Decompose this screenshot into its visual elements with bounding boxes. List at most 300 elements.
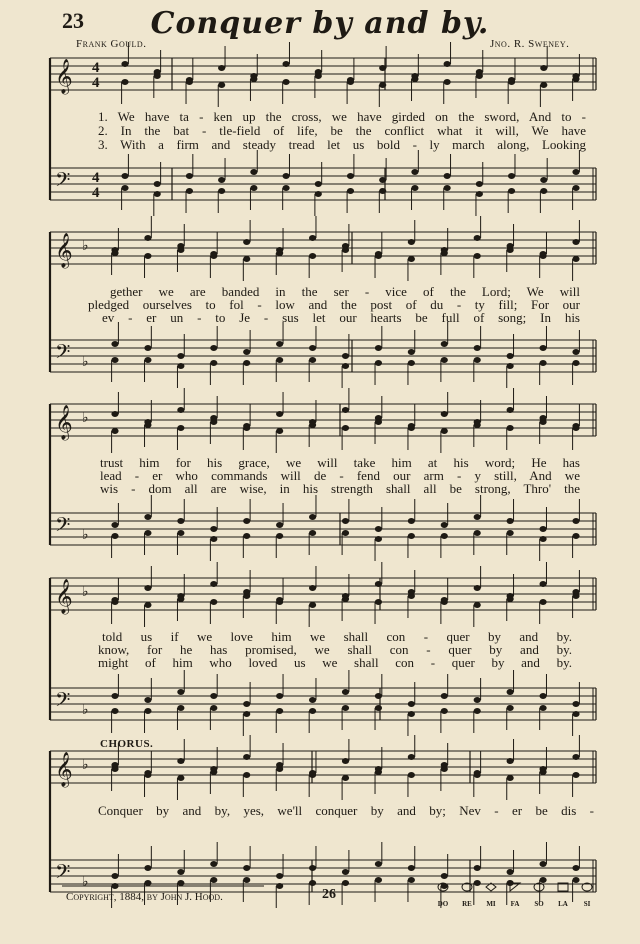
note-head bbox=[210, 581, 217, 587]
note-head bbox=[507, 363, 514, 369]
note-head bbox=[111, 766, 118, 772]
note-head bbox=[507, 775, 514, 781]
note-head bbox=[474, 708, 481, 714]
solfege-label: DO bbox=[437, 900, 449, 908]
note-head bbox=[276, 708, 283, 714]
note-head bbox=[309, 514, 316, 520]
note-head bbox=[379, 65, 386, 71]
note-head bbox=[111, 250, 118, 256]
treble-clef: 𝄞 bbox=[55, 59, 73, 94]
note-head bbox=[177, 407, 184, 413]
flat-sign: ♭ bbox=[82, 411, 89, 426]
note-head bbox=[474, 865, 481, 871]
note-head bbox=[177, 596, 184, 602]
note-head bbox=[572, 349, 579, 355]
note-head bbox=[210, 419, 217, 425]
note-head bbox=[243, 754, 250, 760]
note-head bbox=[210, 599, 217, 605]
note-head bbox=[408, 425, 415, 431]
note-head bbox=[177, 705, 184, 711]
note-head bbox=[375, 861, 382, 867]
note-head bbox=[243, 533, 250, 539]
note-head bbox=[476, 73, 483, 79]
note-head bbox=[177, 869, 184, 875]
note-head bbox=[444, 173, 451, 179]
note-head bbox=[309, 357, 316, 363]
note-head bbox=[309, 772, 316, 778]
note-head bbox=[309, 708, 316, 714]
note-head bbox=[539, 769, 546, 775]
note-head bbox=[539, 419, 546, 425]
note-head bbox=[342, 596, 349, 602]
note-head bbox=[539, 345, 546, 351]
lyric-line: 1. We have ta - ken up the cross, we have girded on the sword, And to - bbox=[98, 109, 586, 124]
note-head bbox=[342, 518, 349, 524]
note-head bbox=[408, 711, 415, 717]
note-head bbox=[144, 422, 151, 428]
note-head bbox=[177, 353, 184, 359]
note-head bbox=[507, 425, 514, 431]
note-head bbox=[177, 363, 184, 369]
note-head bbox=[572, 76, 579, 82]
note-head bbox=[243, 772, 250, 778]
note-head bbox=[539, 536, 546, 542]
note-head bbox=[276, 883, 283, 889]
note-head bbox=[507, 530, 514, 536]
note-head bbox=[243, 518, 250, 524]
note-head bbox=[540, 188, 547, 194]
note-head bbox=[411, 76, 418, 82]
note-head bbox=[441, 599, 448, 605]
solfege-key bbox=[552, 890, 574, 908]
note-head bbox=[243, 865, 250, 871]
note-head bbox=[375, 419, 382, 425]
flat-sign: ♭ bbox=[82, 355, 89, 370]
note-head bbox=[375, 693, 382, 699]
note-head bbox=[121, 79, 128, 85]
note-head bbox=[218, 82, 225, 88]
note-head bbox=[342, 353, 349, 359]
note-head bbox=[177, 758, 184, 764]
note-head bbox=[572, 256, 579, 262]
note-head bbox=[411, 185, 418, 191]
note-head bbox=[218, 65, 225, 71]
note-head bbox=[507, 705, 514, 711]
note-head bbox=[572, 865, 579, 871]
note-head bbox=[243, 425, 250, 431]
note-head bbox=[507, 353, 514, 359]
note-head bbox=[474, 585, 481, 591]
note-head bbox=[507, 407, 514, 413]
note-head bbox=[572, 754, 579, 760]
note-head bbox=[444, 61, 451, 67]
note-head bbox=[441, 522, 448, 528]
note-head bbox=[276, 428, 283, 434]
note-head bbox=[441, 411, 448, 417]
note-head bbox=[276, 250, 283, 256]
note-head bbox=[250, 169, 257, 175]
note-head bbox=[144, 253, 151, 259]
note-head bbox=[379, 82, 386, 88]
note-head bbox=[540, 65, 547, 71]
note-head bbox=[411, 169, 418, 175]
note-head bbox=[177, 880, 184, 886]
note-head bbox=[474, 697, 481, 703]
solfege-label: LA bbox=[558, 900, 568, 908]
note-head bbox=[342, 530, 349, 536]
note-head bbox=[572, 711, 579, 717]
hymn-title: Conquer by and by. bbox=[150, 6, 490, 41]
note-head bbox=[375, 345, 382, 351]
solfege-label: MI bbox=[486, 900, 496, 908]
note-head bbox=[218, 177, 225, 183]
note-head bbox=[441, 250, 448, 256]
note-head bbox=[111, 522, 118, 528]
note-head bbox=[276, 357, 283, 363]
note-head bbox=[309, 422, 316, 428]
note-head bbox=[144, 865, 151, 871]
note-head bbox=[476, 191, 483, 197]
note-head bbox=[572, 877, 579, 883]
note-head bbox=[111, 428, 118, 434]
note-head bbox=[444, 79, 451, 85]
note-head bbox=[309, 345, 316, 351]
note-head bbox=[474, 772, 481, 778]
lyric-line: 3. With a firm and steady tread let us bold - ly march along, Looking bbox=[98, 137, 586, 152]
note-head bbox=[474, 530, 481, 536]
note-head bbox=[342, 425, 349, 431]
treble-clef: 𝄞 bbox=[55, 405, 73, 440]
note-head bbox=[111, 599, 118, 605]
note-head bbox=[572, 360, 579, 366]
note-head bbox=[347, 79, 354, 85]
note-head bbox=[177, 518, 184, 524]
note-head bbox=[276, 522, 283, 528]
note-head bbox=[177, 425, 184, 431]
note-head bbox=[474, 880, 481, 886]
flat-sign: ♭ bbox=[82, 239, 89, 254]
author-credit: Frank Gould. bbox=[76, 38, 147, 50]
solfege-key bbox=[456, 890, 478, 908]
note-head bbox=[144, 357, 151, 363]
note-head bbox=[309, 585, 316, 591]
note-head bbox=[210, 769, 217, 775]
solfege-key bbox=[576, 890, 598, 908]
lyric-line: told us if we love him we shall con - quer by and by. bbox=[102, 629, 572, 644]
solfege-key bbox=[528, 890, 550, 908]
note-head bbox=[572, 425, 579, 431]
note-head bbox=[375, 360, 382, 366]
bass-clef: 𝄢 bbox=[55, 168, 71, 196]
note-head bbox=[441, 533, 448, 539]
note-head bbox=[177, 530, 184, 536]
note-head bbox=[342, 689, 349, 695]
note-head bbox=[111, 693, 118, 699]
note-head bbox=[342, 869, 349, 875]
flat-sign: ♭ bbox=[82, 758, 89, 773]
solfege-key bbox=[480, 890, 502, 908]
solfege-key bbox=[504, 890, 526, 908]
solfege-label: RE bbox=[462, 900, 472, 908]
composer-credit: Jno. R. Sweney. bbox=[490, 38, 570, 50]
solfege-label: SI bbox=[583, 900, 591, 908]
note-head bbox=[154, 73, 161, 79]
bass-clef: 𝄢 bbox=[55, 688, 71, 716]
note-head bbox=[315, 181, 322, 187]
note-head bbox=[210, 536, 217, 542]
note-head bbox=[243, 239, 250, 245]
note-head bbox=[572, 185, 579, 191]
note-head bbox=[474, 422, 481, 428]
note-head bbox=[474, 345, 481, 351]
note-head bbox=[539, 705, 546, 711]
note-head bbox=[243, 593, 250, 599]
note-head bbox=[218, 188, 225, 194]
flat-sign: ♭ bbox=[82, 703, 89, 718]
note-head bbox=[276, 341, 283, 347]
note-head bbox=[144, 708, 151, 714]
note-head bbox=[572, 533, 579, 539]
note-head bbox=[408, 239, 415, 245]
note-head bbox=[342, 880, 349, 886]
note-head bbox=[111, 341, 118, 347]
note-head bbox=[121, 185, 128, 191]
note-head bbox=[441, 766, 448, 772]
note-head bbox=[539, 861, 546, 867]
note-head bbox=[210, 253, 217, 259]
note-head bbox=[408, 256, 415, 262]
note-head bbox=[408, 772, 415, 778]
note-head bbox=[309, 602, 316, 608]
time-signature: 4 bbox=[92, 170, 100, 186]
treble-clef: 𝄞 bbox=[55, 233, 73, 268]
lyric-line: gether we are banded in the ser - vice of the Lord; We will bbox=[110, 284, 580, 299]
note-head bbox=[282, 79, 289, 85]
note-head bbox=[309, 530, 316, 536]
note-head bbox=[408, 360, 415, 366]
time-signature: 4 bbox=[92, 75, 100, 91]
note-head bbox=[315, 73, 322, 79]
solfege-label: SO bbox=[534, 900, 544, 908]
note-head bbox=[144, 697, 151, 703]
note-head bbox=[375, 253, 382, 259]
note-head bbox=[210, 877, 217, 883]
note-head bbox=[408, 754, 415, 760]
note-head bbox=[243, 349, 250, 355]
hymn-number: 23 bbox=[62, 8, 84, 33]
note-head bbox=[572, 772, 579, 778]
note-head bbox=[444, 185, 451, 191]
note-head bbox=[375, 705, 382, 711]
note-head bbox=[507, 247, 514, 253]
note-head bbox=[144, 235, 151, 241]
note-head bbox=[408, 877, 415, 883]
note-head bbox=[408, 518, 415, 524]
page-number: 26 bbox=[322, 887, 336, 902]
note-head bbox=[243, 256, 250, 262]
note-head bbox=[111, 533, 118, 539]
time-signature: 4 bbox=[92, 60, 100, 76]
note-head bbox=[144, 880, 151, 886]
lyric-line: lead - er who commands will de - fend our arm - y still, And we bbox=[100, 468, 580, 483]
note-head bbox=[379, 177, 386, 183]
note-head bbox=[375, 526, 382, 532]
note-head bbox=[474, 514, 481, 520]
note-head bbox=[250, 185, 257, 191]
note-head bbox=[408, 701, 415, 707]
note-head bbox=[121, 61, 128, 67]
note-head bbox=[408, 593, 415, 599]
note-head bbox=[121, 173, 128, 179]
note-head bbox=[210, 360, 217, 366]
note-head bbox=[474, 602, 481, 608]
lyric-line: Conquer by and by, yes, we'll conquer by and by; Nev - er be dis - bbox=[98, 803, 594, 818]
note-head bbox=[441, 341, 448, 347]
note-head bbox=[186, 188, 193, 194]
bass-clef: 𝄢 bbox=[55, 340, 71, 368]
note-head bbox=[539, 526, 546, 532]
flat-sign: ♭ bbox=[82, 585, 89, 600]
note-head bbox=[210, 526, 217, 532]
note-head bbox=[474, 253, 481, 259]
note-head bbox=[144, 345, 151, 351]
note-head bbox=[210, 861, 217, 867]
note-head bbox=[243, 701, 250, 707]
treble-clef: 𝄞 bbox=[55, 579, 73, 614]
time-signature: 4 bbox=[92, 185, 100, 201]
note-head bbox=[210, 345, 217, 351]
note-head bbox=[476, 181, 483, 187]
chorus-label: CHORUS. bbox=[100, 738, 154, 750]
note-head bbox=[507, 518, 514, 524]
note-head bbox=[111, 357, 118, 363]
note-head bbox=[177, 247, 184, 253]
note-head bbox=[507, 869, 514, 875]
note-head bbox=[309, 865, 316, 871]
note-head bbox=[177, 689, 184, 695]
note-head bbox=[441, 428, 448, 434]
note-head bbox=[342, 247, 349, 253]
note-head bbox=[309, 235, 316, 241]
solfege-label: FA bbox=[510, 900, 520, 908]
note-head bbox=[441, 873, 448, 879]
note-head bbox=[144, 585, 151, 591]
note-head bbox=[186, 173, 193, 179]
note-head bbox=[111, 873, 118, 879]
note-head bbox=[111, 708, 118, 714]
note-head bbox=[276, 599, 283, 605]
note-head bbox=[379, 188, 386, 194]
note-head bbox=[347, 188, 354, 194]
bass-clef: 𝄢 bbox=[55, 860, 71, 888]
lyric-line: trust him for his grace, we will take him at his word; He has bbox=[100, 455, 580, 470]
note-head bbox=[474, 235, 481, 241]
flat-sign: ♭ bbox=[82, 528, 89, 543]
note-head bbox=[539, 693, 546, 699]
note-head bbox=[111, 411, 118, 417]
note-head bbox=[441, 357, 448, 363]
note-head bbox=[154, 181, 161, 187]
note-head bbox=[144, 514, 151, 520]
note-head bbox=[539, 253, 546, 259]
note-head bbox=[375, 581, 382, 587]
note-head bbox=[540, 82, 547, 88]
note-head bbox=[441, 693, 448, 699]
note-head bbox=[507, 689, 514, 695]
note-head bbox=[144, 772, 151, 778]
copyright-notice: Copyright, 1884, by John J. Hood. bbox=[66, 891, 223, 903]
lyric-line: 2. In the bat - tle-field of life, be the conflict what it will, We have bbox=[98, 123, 586, 138]
note-head bbox=[243, 877, 250, 883]
note-head bbox=[342, 705, 349, 711]
bass-clef: 𝄢 bbox=[55, 513, 71, 541]
note-head bbox=[375, 769, 382, 775]
note-head bbox=[441, 708, 448, 714]
lyric-line: ev - er un - to Je - sus let our hearts be full of song; In his bbox=[102, 310, 580, 325]
note-head bbox=[282, 185, 289, 191]
note-head bbox=[539, 599, 546, 605]
note-head bbox=[243, 711, 250, 717]
note-head bbox=[276, 411, 283, 417]
lyric-line: pledged ourselves to fol - low and the post of du - ty fill; For our bbox=[88, 297, 580, 312]
solfege-key bbox=[432, 890, 454, 908]
note-head bbox=[276, 533, 283, 539]
note-head bbox=[177, 775, 184, 781]
note-head bbox=[243, 360, 250, 366]
note-head bbox=[315, 191, 322, 197]
note-head bbox=[408, 349, 415, 355]
note-head bbox=[210, 705, 217, 711]
note-head bbox=[347, 173, 354, 179]
note-head bbox=[282, 61, 289, 67]
note-head bbox=[144, 530, 151, 536]
lyric-line: know, for he has promised, we shall con - quer by and by. bbox=[98, 642, 572, 657]
note-head bbox=[539, 877, 546, 883]
note-head bbox=[342, 758, 349, 764]
lyric-line: wis - dom all are wise, in his strength shall all be strong, Thro' the bbox=[100, 481, 580, 496]
note-head bbox=[154, 191, 161, 197]
note-head bbox=[342, 363, 349, 369]
note-head bbox=[539, 360, 546, 366]
note-head bbox=[210, 693, 217, 699]
note-head bbox=[144, 602, 151, 608]
note-head bbox=[508, 173, 515, 179]
note-head bbox=[507, 758, 514, 764]
note-head bbox=[375, 599, 382, 605]
note-head bbox=[309, 253, 316, 259]
lyric-line: might of him who loved us we shall con - quer by and by. bbox=[98, 655, 572, 670]
note-head bbox=[572, 593, 579, 599]
note-head bbox=[276, 873, 283, 879]
note-head bbox=[572, 518, 579, 524]
note-head bbox=[342, 775, 349, 781]
note-head bbox=[309, 697, 316, 703]
note-head bbox=[282, 173, 289, 179]
note-head bbox=[572, 239, 579, 245]
note-head bbox=[408, 533, 415, 539]
note-head bbox=[276, 766, 283, 772]
note-head bbox=[474, 357, 481, 363]
note-head bbox=[309, 880, 316, 886]
note-head bbox=[508, 188, 515, 194]
note-head bbox=[508, 79, 515, 85]
note-head bbox=[375, 536, 382, 542]
note-head bbox=[507, 596, 514, 602]
treble-clef: 𝄞 bbox=[55, 752, 73, 787]
note-head bbox=[186, 79, 193, 85]
note-head bbox=[572, 701, 579, 707]
note-head bbox=[539, 581, 546, 587]
